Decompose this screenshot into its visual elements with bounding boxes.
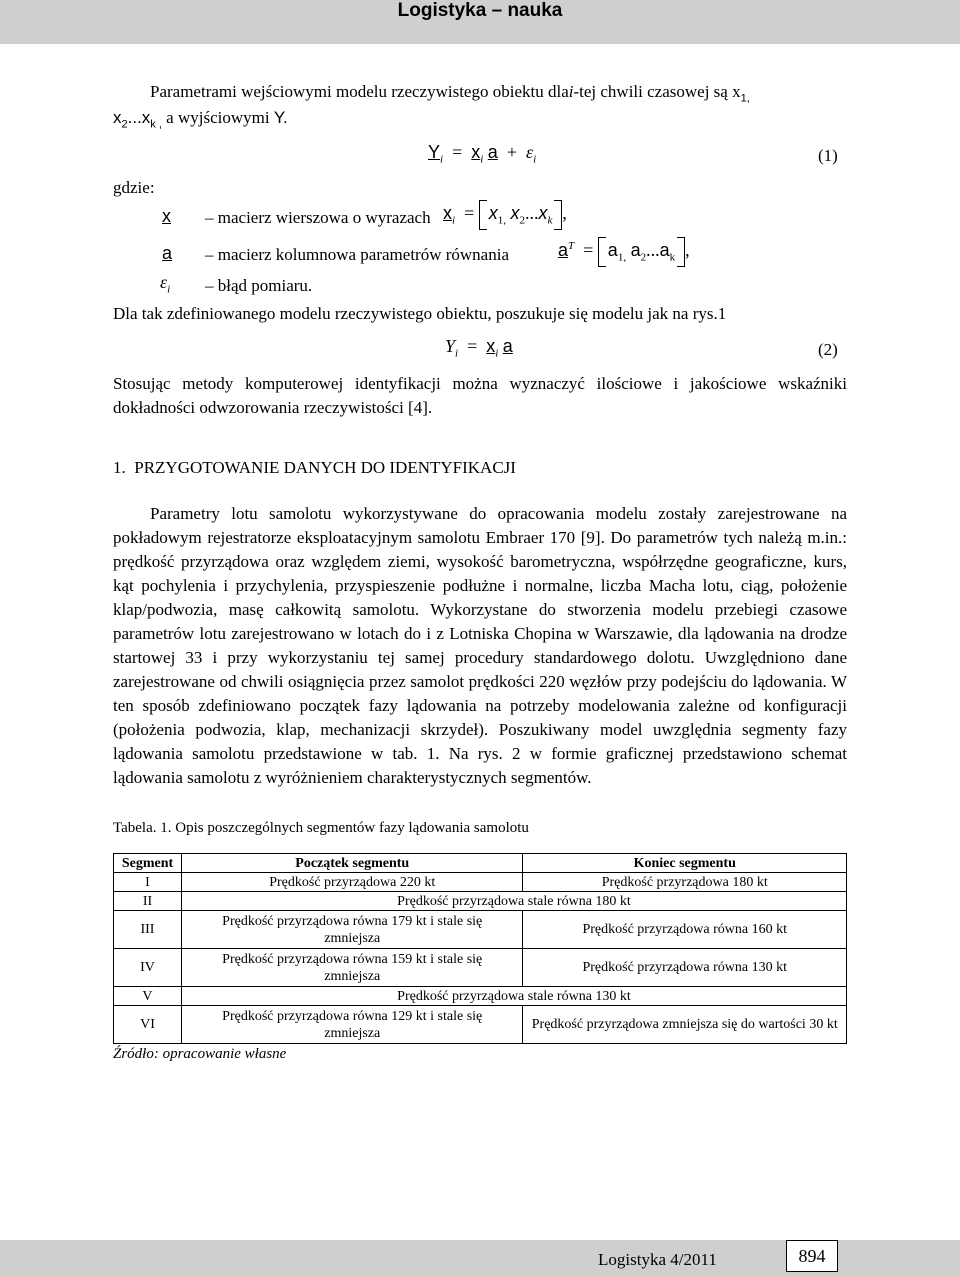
cell-merged: Prędkość przyrządowa stale równa 130 kt: [181, 987, 846, 1006]
equation-2: $Y_i = x_i$ a: [445, 336, 513, 360]
cell-start: Prędkość przyrządowa równa 129 kt i stale się zmniejsza: [181, 1006, 523, 1044]
def-x-text: – macierz wierszowa o wyrazach: [205, 208, 431, 227]
cell-end: Prędkość przyrządowa równa 130 kt: [523, 949, 847, 987]
table-header-row: [114, 854, 847, 873]
cell-segment: V: [114, 987, 182, 1006]
gdzie-label: gdzie:: [113, 178, 155, 197]
equation-1: $Y_i = x_i$ $a + \varepsilon_i$: [428, 142, 537, 166]
equation-2-number: (2): [818, 340, 838, 359]
segments-table: [113, 853, 847, 1044]
cell-end: Prędkość przyrządowa równa 160 kt: [523, 911, 847, 949]
cell-start: Prędkość przyrządowa równa 159 kt i stale się zmniejsza: [181, 949, 523, 987]
table-source: Źródło: opracowanie własne: [113, 1046, 287, 1062]
cell-start: Prędkość przyrządowa równa 179 kt i stale się zmniejsza: [181, 911, 523, 949]
cell-start: Prędkość przyrządowa 220 kt: [181, 873, 523, 892]
def-x-formula: $x_i = x_{1,}$ $x_2...x_k$ ,: [443, 200, 567, 230]
def-eps-text: – błąd pomiaru.: [205, 276, 313, 295]
table-row: [114, 892, 847, 911]
cell-segment: IV: [114, 949, 182, 987]
cell-segment: III: [114, 911, 182, 949]
table-caption: Tabela. 1. Opis poszczególnych segmentów fazy lądowania samolotu: [113, 820, 529, 836]
footer-journal: Logistyka 4/2011: [598, 1250, 717, 1269]
intro-line-2: $x_2...x_{k ,}$ a wyjściowymi Y.: [113, 108, 288, 131]
table-row: [114, 987, 847, 1006]
def-a-formula: $a^T = a_{1,}$ $a_2...a_k$ ,: [558, 237, 690, 267]
header-segment: Segment: [114, 854, 182, 873]
header-end: Koniec segmentu: [523, 854, 847, 873]
def-a-symbol: a: [162, 243, 173, 263]
table-row: [114, 873, 847, 892]
cell-merged: Prędkość przyrządowa stale równa 180 kt: [181, 892, 846, 911]
table-row: [114, 1006, 847, 1044]
def-x-symbol: x: [162, 206, 171, 226]
equation-1-number: (1): [818, 146, 838, 165]
cell-segment: VI: [114, 1006, 182, 1044]
def-eps-symbol: $\varepsilon_i$: [160, 272, 171, 296]
running-header: Logistyka – nauka: [397, 0, 563, 21]
section-heading: 1. PRZYGOTOWANIE DANYCH DO IDENTYFIKACJI: [113, 458, 516, 477]
def-a-text: – macierz kolumnowa parametrów równania: [205, 245, 509, 264]
page-number: 894: [786, 1240, 838, 1272]
cell-end: Prędkość przyrządowa 180 kt: [523, 873, 847, 892]
header-start: Początek segmentu: [181, 854, 523, 873]
intro-line-1: Parametrami wejściowymi modelu rzeczywistego obiektu dlai-tej chwili czasowej są $x_{1,}$: [150, 82, 750, 105]
table-row: [114, 911, 847, 949]
paragraph-model: Dla tak zdefiniowanego modelu rzeczywistego obiektu, poszukuje się modelu jak na rys.1: [113, 304, 727, 323]
body-paragraph: Parametry lotu samolotu wykorzystywane do opracowania modelu zostały zarejestrowane na pokładowym rejestratorze eksploatacyjnym samolotu Embraer 170 [9]. Do parametrów tych należą m.in.: prędkość przyrządowa oraz względem ziemi, wysokość barometryczna, współrzędne geograficzne, kurs, kąt pochylenia i przychylenia, przyspieszenie podłużne i normalne, liczba Macha lotu, ciąg, położenie klap/podwozia, masę całkowitą samolotu. Wykorzystane do stworzenia modelu przebiegi czasowe parametrów lotu zarejestrowano w lotach do i z Lotniska Chopina w Warszawie, dla lądowania na drodze startowej 33 i przy wykorzystaniu tej samej procedury standardowego dolotu. Uwzględniono dane zarejestrowane od chwili osiągnięcia przez samolot prędkości 220 węzłów przy podejściu do lądowania. W ten sposób zdefiniowano początek fazy lądowania na potrzeby modelowania zależne od konfiguracji (położenia podwozia, klap, mechanizacji skrzydeł). Poszukiwany model uwzględnia segmenty fazy lądowania samolotu przedstawione w tab. 1. Na rys. 2 w formie graficznej przedstawiono schemat lądowania samolotu z wyróżnieniem charakterystycznych segmentów.: [113, 504, 847, 787]
table-row: [114, 949, 847, 987]
cell-segment: II: [114, 892, 182, 911]
paragraph-identification: Stosując metody komputerowej identyfikacji można wyznaczyć ilościowe i jakościowe wskaźniki dokładności odwzorowania rzeczywistości [4].: [113, 374, 847, 417]
cell-end: Prędkość przyrządowa zmniejsza się do wartości 30 kt: [523, 1006, 847, 1044]
cell-segment: I: [114, 873, 182, 892]
